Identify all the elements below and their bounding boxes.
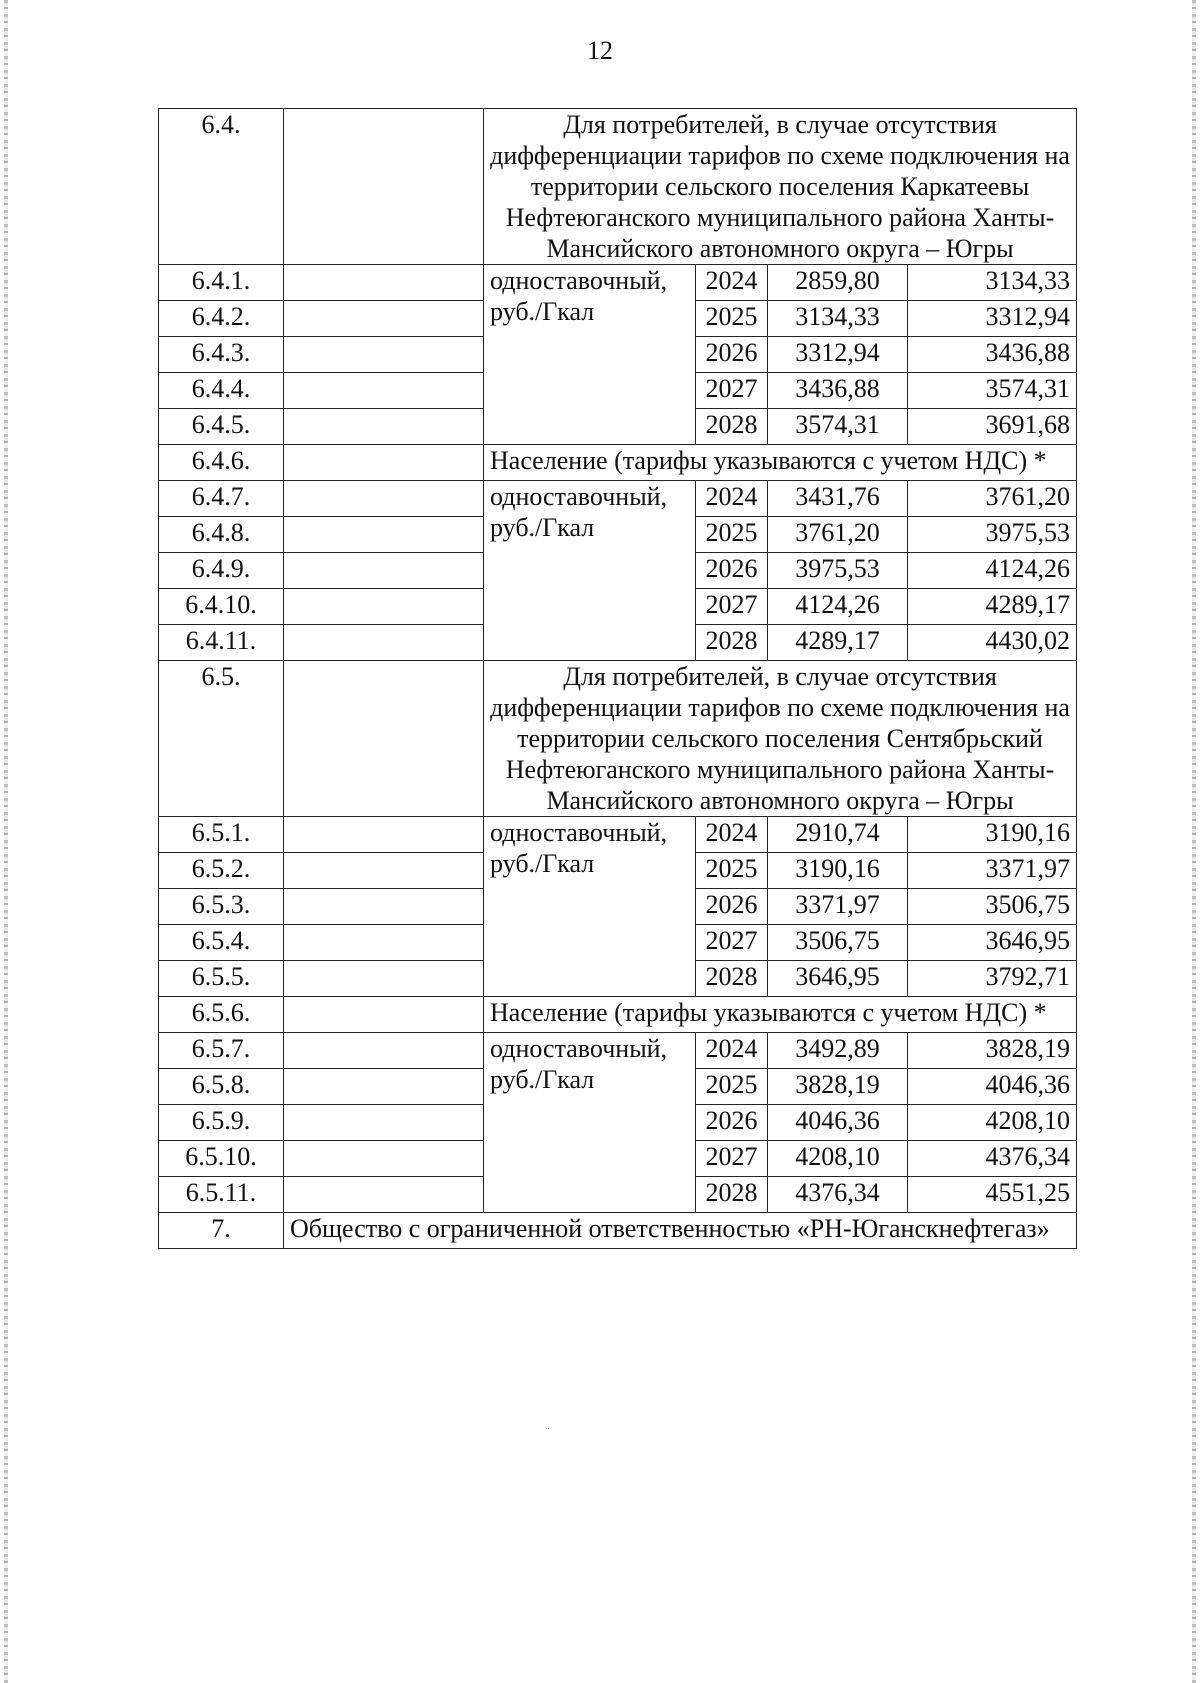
tariff-value-second-half: 3828,19 [908, 1033, 1077, 1069]
tariff-value-second-half: 3691,68 [908, 409, 1077, 445]
tariff-table [158, 108, 1077, 1249]
row-number: 7. [159, 1213, 284, 1249]
tariff-value-second-half: 4124,26 [908, 553, 1077, 589]
blank-cell [284, 853, 484, 889]
row-number: 6.5.10. [159, 1141, 284, 1177]
blank-cell [284, 337, 484, 373]
population-row [159, 997, 1077, 1033]
tariff-value-first-half: 4124,26 [768, 589, 908, 625]
year-cell: 2026 [696, 553, 768, 589]
tariff-value-first-half: 3134,33 [768, 301, 908, 337]
blank-cell [284, 961, 484, 997]
tariff-value-second-half: 3792,71 [908, 961, 1077, 997]
tariff-value-second-half: 3975,53 [908, 517, 1077, 553]
tariff-value-second-half: 4430,02 [908, 625, 1077, 661]
tariff-value-second-half: 3134,33 [908, 265, 1077, 301]
year-cell: 2025 [696, 853, 768, 889]
tariff-value-second-half: 4551,25 [908, 1177, 1077, 1213]
year-cell: 2026 [696, 1105, 768, 1141]
year-cell: 2026 [696, 337, 768, 373]
table-row [159, 265, 1077, 301]
blank-cell [284, 373, 484, 409]
year-cell: 2028 [696, 625, 768, 661]
row-number: 6.4.6. [159, 445, 284, 481]
row-number: 6.5.9. [159, 1105, 284, 1141]
blank-cell [284, 1141, 484, 1177]
tariff-value-second-half: 3371,97 [908, 853, 1077, 889]
tariff-value-first-half: 3371,97 [768, 889, 908, 925]
rate-type-label: одноставочный, руб./Гкал [484, 817, 696, 997]
row-number: 6.5.5. [159, 961, 284, 997]
tariff-value-second-half: 4208,10 [908, 1105, 1077, 1141]
section-heading: Для потребителей, в случае отсутствия дифференциации тарифов по схеме подключения на территории сельского поселения Каркатеевы Нефтеюганского муниципального района Ханты-Мансийского автономного округа – Югры [484, 109, 1077, 265]
scan-edge-left [4, 0, 8, 1683]
tariff-value-first-half: 3828,19 [768, 1069, 908, 1105]
row-number: 6.4. [159, 109, 284, 265]
year-cell: 2025 [696, 301, 768, 337]
row-number: 6.4.7. [159, 481, 284, 517]
tariff-value-first-half: 2859,80 [768, 265, 908, 301]
blank-cell [284, 1105, 484, 1141]
row-number: 6.5.6. [159, 997, 284, 1033]
tariff-value-second-half: 3761,20 [908, 481, 1077, 517]
population-note: Население (тарифы указываются с учетом НДС) * [484, 445, 1077, 481]
row-number: 6.5.1. [159, 817, 284, 853]
blank-cell [284, 1177, 484, 1213]
year-cell: 2024 [696, 265, 768, 301]
tariff-value-second-half: 3312,94 [908, 301, 1077, 337]
blank-cell [284, 553, 484, 589]
year-cell: 2024 [696, 481, 768, 517]
scan-speck [548, 1428, 549, 1429]
row-number: 6.5.8. [159, 1069, 284, 1105]
tariff-value-second-half: 3436,88 [908, 337, 1077, 373]
blank-cell [284, 481, 484, 517]
blank-cell [284, 301, 484, 337]
year-cell: 2024 [696, 817, 768, 853]
tariff-value-first-half: 4208,10 [768, 1141, 908, 1177]
year-cell: 2027 [696, 373, 768, 409]
tariff-value-first-half: 3646,95 [768, 961, 908, 997]
tariff-value-first-half: 3506,75 [768, 925, 908, 961]
row-number: 6.4.2. [159, 301, 284, 337]
row-number: 6.5.2. [159, 853, 284, 889]
tariff-value-first-half: 3492,89 [768, 1033, 908, 1069]
tariff-value-second-half: 4289,17 [908, 589, 1077, 625]
blank-cell [284, 445, 484, 481]
blank-cell [284, 997, 484, 1033]
year-cell: 2027 [696, 589, 768, 625]
section-heading: Для потребителей, в случае отсутствия дифференциации тарифов по схеме подключения на территории сельского поселения Сентябрьский Нефтеюганского муниципального района Ханты-Мансийского автономного округа – Югры [484, 661, 1077, 817]
blank-cell [284, 925, 484, 961]
table-row [159, 1033, 1077, 1069]
rate-type-label: одноставочный, руб./Гкал [484, 1033, 696, 1213]
row-number: 6.4.4. [159, 373, 284, 409]
row-number: 6.4.11. [159, 625, 284, 661]
blank-cell [284, 889, 484, 925]
organization-name: Общество с ограниченной ответственностью «РН-Юганскнефтегаз» [284, 1213, 1077, 1249]
tariff-value-second-half: 3190,16 [908, 817, 1077, 853]
page-number: 12 [587, 36, 613, 65]
rate-type-label: одноставочный, руб./Гкал [484, 481, 696, 661]
year-cell: 2025 [696, 517, 768, 553]
year-cell: 2027 [696, 925, 768, 961]
tariff-value-first-half: 3436,88 [768, 373, 908, 409]
tariff-value-first-half: 3312,94 [768, 337, 908, 373]
row-number: 6.5.3. [159, 889, 284, 925]
section-heading-row [159, 661, 1077, 817]
blank-cell [284, 625, 484, 661]
tariff-value-first-half: 4046,36 [768, 1105, 908, 1141]
tariff-value-second-half: 3574,31 [908, 373, 1077, 409]
tariff-value-first-half: 3761,20 [768, 517, 908, 553]
tariff-value-first-half: 3190,16 [768, 853, 908, 889]
row-number: 6.4.3. [159, 337, 284, 373]
row-number: 6.4.1. [159, 265, 284, 301]
blank-cell [284, 817, 484, 853]
year-cell: 2028 [696, 1177, 768, 1213]
blank-cell [284, 1033, 484, 1069]
section-heading-row [159, 109, 1077, 265]
tariff-value-second-half: 3506,75 [908, 889, 1077, 925]
tariff-value-first-half: 4289,17 [768, 625, 908, 661]
tariff-value-second-half: 4046,36 [908, 1069, 1077, 1105]
row-number: 6.4.9. [159, 553, 284, 589]
row-number: 6.4.8. [159, 517, 284, 553]
row-number: 6.5.4. [159, 925, 284, 961]
blank-cell [284, 661, 484, 817]
blank-cell [284, 517, 484, 553]
year-cell: 2028 [696, 961, 768, 997]
rate-type-label: одноставочный, руб./Гкал [484, 265, 696, 445]
tariff-value-first-half: 3431,76 [768, 481, 908, 517]
blank-cell [284, 265, 484, 301]
tariff-value-first-half: 2910,74 [768, 817, 908, 853]
tariff-value-second-half: 4376,34 [908, 1141, 1077, 1177]
row-number: 6.4.5. [159, 409, 284, 445]
tariff-value-second-half: 3646,95 [908, 925, 1077, 961]
row-number: 6.5.11. [159, 1177, 284, 1213]
year-cell: 2027 [696, 1141, 768, 1177]
year-cell: 2028 [696, 409, 768, 445]
table-row [159, 817, 1077, 853]
blank-cell [284, 109, 484, 265]
year-cell: 2026 [696, 889, 768, 925]
row-number: 6.4.10. [159, 589, 284, 625]
tariff-value-first-half: 4376,34 [768, 1177, 908, 1213]
blank-cell [284, 409, 484, 445]
blank-cell [284, 589, 484, 625]
year-cell: 2024 [696, 1033, 768, 1069]
blank-cell [284, 1069, 484, 1105]
organization-row [159, 1213, 1077, 1249]
population-note: Население (тарифы указываются с учетом НДС) * [484, 997, 1077, 1033]
population-row [159, 445, 1077, 481]
scan-edge-right [1192, 0, 1196, 1683]
tariff-value-first-half: 3975,53 [768, 553, 908, 589]
table-row [159, 481, 1077, 517]
tariff-value-first-half: 3574,31 [768, 409, 908, 445]
row-number: 6.5. [159, 661, 284, 817]
year-cell: 2025 [696, 1069, 768, 1105]
row-number: 6.5.7. [159, 1033, 284, 1069]
